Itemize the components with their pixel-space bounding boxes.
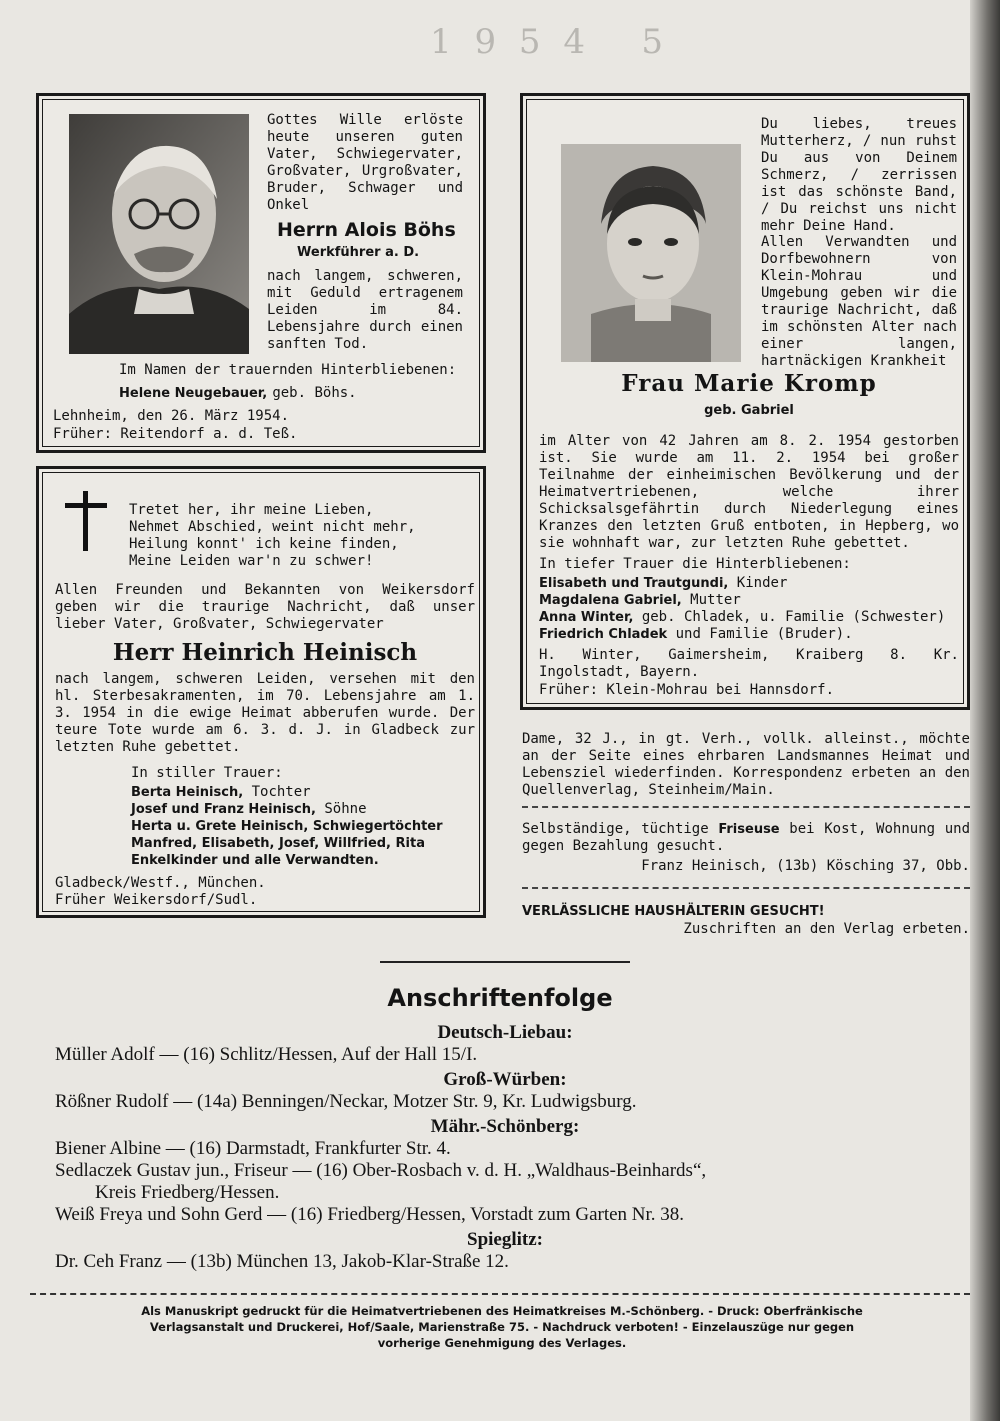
ad-friseuse — [522, 821, 970, 855]
heinisch-place: Gladbeck/Westf., München. — [55, 875, 266, 891]
bohs-name: Herrn Alois Böhs — [277, 219, 456, 241]
address-group-place: Groß-Würben: — [443, 1069, 567, 1090]
bohs-formerly: Früher: Reitendorf a. d. Teß. — [53, 426, 298, 442]
kromp-maiden: geb. Gabriel — [704, 403, 794, 418]
mourner-line — [539, 575, 969, 592]
heinisch-details: nach langem, schweren Leiden, versehen mit den hl. Sterbesakramenten, im 70. Lebensjahre am 1. 3. 1954 in die ewige Heimat abberufen wurde. Der teure Tote wurde am 6. 3. d. J. in Gladbeck zur letzten Ruhe gebettet. — [55, 671, 475, 755]
kromp-mourners — [539, 575, 969, 643]
mourner-bold: Magdalena Gabriel, — [539, 593, 682, 608]
mourner-line — [539, 609, 969, 626]
kromp-intro: Allen Verwandten und Dorfbewohnern von Klein-Mohrau und Umgebung geben wir die traurige Nachricht, daß im schönsten Alter nach einer langen, hartnäckigen Krankheit — [761, 234, 957, 369]
mourner-line — [131, 818, 481, 835]
bohs-title: Werkführer a. D. — [297, 245, 420, 260]
mourner-bold: Josef und Franz Heinisch, — [131, 802, 316, 817]
ad-haushalt-title: VERLÄSSLICHE HAUSHÄLTERIN GESUCHT! — [522, 904, 825, 919]
imprint-line: Verlagsanstalt und Druckerei, Hof/Saale, Marienstraße 75. - Nachdruck verboten! - Einzelauszüge nur gegen — [149, 1320, 855, 1334]
mourner-rest: Tochter — [243, 784, 311, 800]
bohs-poem: Gottes Wille erlöste heute unseren guten Vater, Schwiegervater, Großvater, Urgroßvater, Bruder, Schwager und Onkel — [267, 112, 463, 213]
heinisch-name: Herr Heinrich Heinisch — [112, 639, 418, 666]
bohs-mourner-rest: geb. Böhs. — [272, 385, 357, 401]
footer-rule — [30, 1293, 970, 1295]
address-line: Biener Albine — (16) Darmstadt, Frankfurter Str. 4. — [55, 1138, 451, 1159]
mourner-bold: Anna Winter, — [539, 610, 634, 625]
mourner-bold: Herta u. Grete Heinisch, Schwiegertöchter — [131, 819, 443, 834]
address-line: Rößner Rudolf — (14a) Benningen/Neckar, Motzer Str. 9, Kr. Ludwigsburg. — [55, 1091, 637, 1112]
mourner-line — [539, 592, 969, 609]
obituary-kromp — [520, 93, 970, 710]
kromp-details: im Alter von 42 Jahren am 8. 2. 1954 gestorben ist. Sie wurde am 11. 2. 1954 bei großer Teilnahme der einheimischen Bevölkerung und der Heimatvertriebenen, welche ihrer Schicksalsgefährtin durch Niederlegung eines Kranzes den letzten Gruß entboten, in Hepberg, wo sie wohnhaft war, zur letzten Ruhe gebettet. — [539, 433, 959, 551]
mourner-rest: Kinder — [728, 575, 788, 591]
portrait-marie-kromp — [561, 144, 741, 362]
bohs-mourning-intro: Im Namen der trauernden Hinterbliebenen: — [119, 362, 457, 378]
ad-friseuse-pre: Selbständige, tüchtige — [522, 821, 719, 837]
obituary-bohs — [36, 93, 486, 453]
heinisch-mourners — [131, 784, 481, 869]
mourner-line — [539, 626, 969, 643]
address-group-place: Deutsch-Liebau: — [437, 1022, 573, 1043]
address-line: Kreis Friedberg/Hessen. — [95, 1182, 280, 1203]
imprint-line: Als Manuskript gedruckt für die Heimatvertriebenen des Heimatkreises M.-Schönberg. - Druck: Oberfränkische — [141, 1304, 863, 1318]
bohs-mourner — [119, 382, 479, 402]
address-line: Dr. Ceh Franz — (13b) München 13, Jakob-Klar-Straße 12. — [55, 1251, 509, 1272]
obituary-heinisch — [36, 466, 486, 918]
mourner-bold: Berta Heinisch, — [131, 785, 244, 800]
kromp-address: H. Winter, Gaimersheim, Kraiberg 8. Kr. Ingolstadt, Bayern. — [539, 647, 959, 680]
poem-line: Heilung konnt' ich keine finden, — [129, 536, 399, 552]
imprint-line: vorherige Genehmigung des Verlages. — [377, 1336, 627, 1350]
address-group-place: Spieglitz: — [467, 1229, 543, 1250]
kromp-formerly: Früher: Klein-Mohrau bei Hannsdorf. — [539, 682, 835, 698]
ad-divider — [522, 887, 970, 889]
ad-friseuse-bold: Friseuse — [718, 822, 780, 837]
heinisch-formerly: Früher Weikersdorf/Sudl. — [55, 892, 258, 908]
mourner-line — [131, 801, 481, 818]
mourner-rest: und Familie (Bruder). — [667, 626, 853, 642]
mourner-line — [131, 784, 481, 801]
bohs-mourner-name: Helene Neugebauer, — [119, 386, 268, 401]
mourner-rest: geb. Chladek, u. Familie (Schwester) — [633, 609, 946, 625]
ad-dame: Dame, 32 J., in gt. Verh., vollk. alleinst., möchte an der Seite eines ehrbaren Landsmannes Heimat und Lebensziel wiederfinden. Korrespondenz erbeten an den Quellenverlag, Steinheim/Main. — [522, 731, 970, 798]
poem-line: Meine Leiden war'n zu schwer! — [129, 553, 374, 569]
portrait-alois-bohs — [69, 114, 249, 354]
imprint-footer — [34, 1303, 970, 1351]
cross-icon — [65, 491, 107, 551]
address-line: Sedlaczek Gustav jun., Friseur — (16) Ober-Rosbach v. d. H. „Waldhaus-Beinhards“, — [55, 1160, 707, 1181]
poem-line: Tretet her, ihr meine Lieben, — [129, 502, 374, 518]
page-edge-shadow — [970, 0, 1000, 1421]
mourner-rest: Söhne — [315, 801, 367, 817]
ad-divider — [522, 806, 970, 808]
mourner-bold: Manfred, Elisabeth, Josef, Willfried, Rita — [131, 836, 425, 851]
heinisch-poem — [129, 502, 469, 570]
bohs-place-date: Lehnheim, den 26. März 1954. — [53, 408, 290, 424]
address-line: Weiß Freya und Sohn Gerd — (16) Friedberg/Hessen, Vorstadt zum Garten Nr. 38. — [55, 1204, 685, 1225]
address-group-place: Mähr.-Schönberg: — [430, 1116, 580, 1137]
heinisch-intro: Allen Freunden und Bekannten von Weikersdorf geben wir die traurige Nachricht, daß unser lieber Vater, Großvater, Schwiegervater — [55, 582, 475, 632]
kromp-poem: Du liebes, treues Mutterherz, / nun ruhst Du aus von Deinem Schmerz, / zerrissen ist das schönste Band, / Du reichst uns nicht mehr Deine Hand. — [761, 116, 957, 234]
mourner-line — [131, 835, 481, 852]
mourner-bold: Friedrich Chladek — [539, 627, 668, 642]
kromp-mourning: In tiefer Trauer die Hinterbliebenen: — [539, 556, 851, 572]
mourner-rest: Mutter — [681, 592, 741, 608]
ad-friseuse-post: bei Kost, Wohnung und gegen Bezahlung gesucht. — [522, 821, 970, 854]
mourner-bold: Elisabeth und Trautgundi, — [539, 576, 729, 591]
bleed-through-smudge: 1 9 5 4 5 — [430, 22, 670, 62]
section-divider — [380, 961, 630, 963]
heinisch-mourning: In stiller Trauer: — [131, 765, 283, 781]
ad-haushalt-text: Zuschriften an den Verlag erbeten. — [683, 921, 970, 937]
mourner-bold: Enkelkinder und alle Verwandten. — [131, 853, 379, 868]
address-line: Müller Adolf — (16) Schlitz/Hessen, Auf der Hall 15/I. — [55, 1044, 478, 1065]
bohs-details: nach langem, schweren, mit Geduld ertragenem Leiden im 84. Lebensjahre durch einen sanften Tod. — [267, 268, 463, 352]
poem-line: Nehmet Abschied, weint nicht mehr, — [129, 519, 416, 535]
kromp-name: Frau Marie Kromp — [621, 370, 877, 397]
address-list — [55, 1022, 955, 1273]
ad-friseuse-sign: Franz Heinisch, (13b) Kösching 37, Obb. — [641, 858, 970, 874]
addresses-heading: Anschriftenfolge — [387, 984, 613, 1012]
mourner-line — [131, 852, 481, 869]
